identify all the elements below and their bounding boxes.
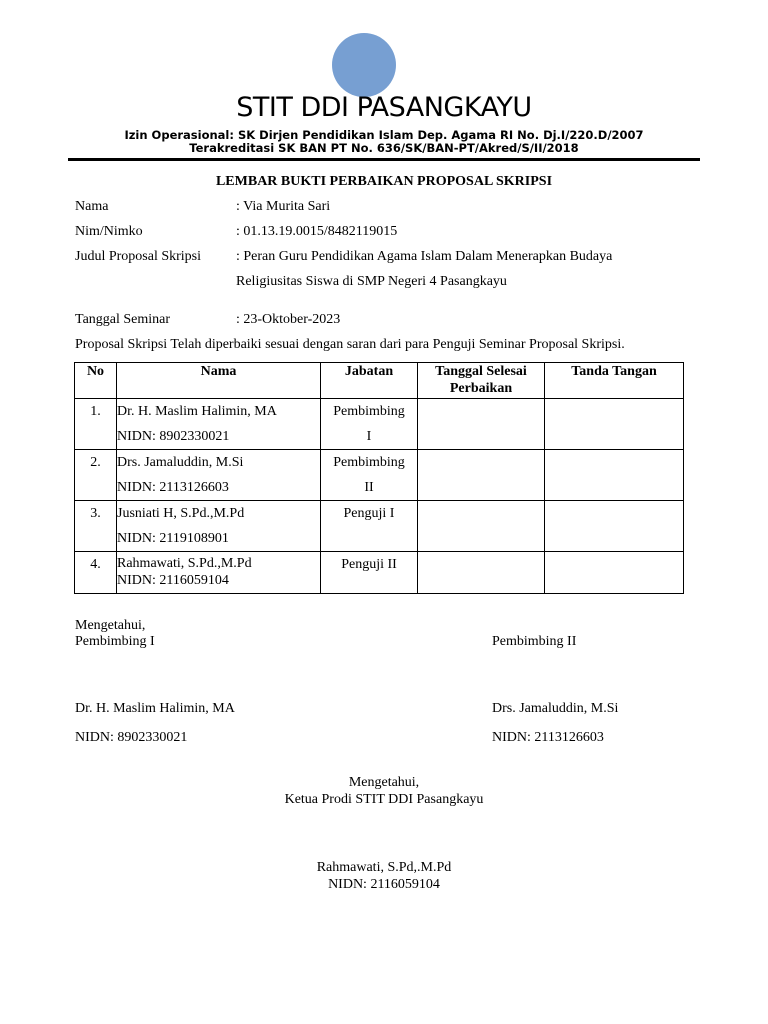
row-nidn: NIDN: 8902330021 xyxy=(117,429,230,444)
row-no: 2. xyxy=(75,450,117,501)
pembimbing1-nidn: NIDN: 8902330021 xyxy=(75,730,188,745)
row-name: Dr. H. Maslim Halimin, MA xyxy=(117,404,277,419)
pembimbing1-label: Pembimbing I xyxy=(75,634,155,649)
mengetahui-label: Mengetahui, xyxy=(75,618,146,633)
row-jabatan xyxy=(321,399,418,450)
tanggal-seminar-value: : 23-Oktober-2023 xyxy=(236,312,341,327)
header-nama: Nama xyxy=(117,363,321,399)
row-name: Rahmawati, S.Pd.,M.Pd xyxy=(117,556,252,571)
pembimbing2-name: Drs. Jamaluddin, M.Si xyxy=(492,701,619,716)
table-header-row xyxy=(75,363,684,399)
institution-license xyxy=(0,129,768,155)
header-jabatan: Jabatan xyxy=(321,363,418,399)
tanggal-seminar-label: Tanggal Seminar xyxy=(75,312,171,327)
row-tanda-tangan xyxy=(545,450,684,501)
pembimbing2-label: Pembimbing II xyxy=(492,634,577,649)
row-name-cell xyxy=(117,399,321,450)
table-row xyxy=(75,450,684,501)
nama-label: Nama xyxy=(75,199,109,214)
izin-line: Izin Operasional: SK Dirjen Pendidikan Islam Dep. Agama RI No. Dj.I/220.D/2007 xyxy=(124,128,644,142)
row-no: 3. xyxy=(75,501,117,552)
table-row xyxy=(75,501,684,552)
row-jabatan xyxy=(321,552,418,594)
judul-value-line1: : Peran Guru Pendidikan Agama Islam Dalam Menerapkan Budaya xyxy=(236,249,613,264)
header-tanggal xyxy=(418,363,545,399)
header-divider xyxy=(68,158,700,161)
row-nidn: NIDN: 2119108901 xyxy=(117,531,229,546)
row-tanda-tangan xyxy=(545,399,684,450)
row-jabatan xyxy=(321,501,418,552)
judul-label: Judul Proposal Skripsi xyxy=(75,249,202,264)
header-no: No xyxy=(75,363,117,399)
row-jabatan xyxy=(321,450,418,501)
statement-text: Proposal Skripsi Telah diperbaiki sesuai dengan saran dari para Penguji Seminar Proposal Skripsi. xyxy=(75,337,625,352)
table-row xyxy=(75,552,684,594)
mengetahui2-label: Mengetahui, xyxy=(348,775,420,790)
row-no: 1. xyxy=(75,399,117,450)
row-name-cell xyxy=(117,552,321,594)
nim-label: Nim/Nimko xyxy=(75,224,143,239)
institution-logo xyxy=(332,33,396,97)
institution-name: STIT DDI PASANGKAYU xyxy=(236,92,532,123)
row-tanggal-selesai xyxy=(418,552,545,594)
row-tanggal-selesai xyxy=(418,399,545,450)
row-jabatan-line2: II xyxy=(364,480,374,495)
header-tanggal-line1: Tanggal Selesai xyxy=(435,364,527,379)
row-jabatan-line1: Penguji I xyxy=(343,506,395,521)
row-tanda-tangan xyxy=(545,552,684,594)
revision-table xyxy=(74,362,684,594)
header-tanda-tangan: Tanda Tangan xyxy=(545,363,684,399)
pembimbing2-nidn: NIDN: 2113126603 xyxy=(492,730,604,745)
nim-value: : 01.13.19.0015/8482119015 xyxy=(236,224,398,239)
row-jabatan-line1: Pembimbing xyxy=(333,404,405,419)
row-name: Drs. Jamaluddin, M.Si xyxy=(117,455,244,470)
row-jabatan-line2: I xyxy=(366,429,372,444)
judul-value-line2: Religiusitas Siswa di SMP Negeri 4 Pasangkayu xyxy=(236,274,507,289)
akreditasi-line: Terakreditasi SK BAN PT No. 636/SK/BAN-PT/Akred/S/II/2018 xyxy=(189,141,579,155)
ketua-prodi-nidn: NIDN: 2116059104 xyxy=(328,877,440,892)
row-nidn: NIDN: 2113126603 xyxy=(117,480,229,495)
row-name: Jusniati H, S.Pd.,M.Pd xyxy=(117,506,245,521)
row-tanggal-selesai xyxy=(418,501,545,552)
table-row xyxy=(75,399,684,450)
document-title: LEMBAR BUKTI PERBAIKAN PROPOSAL SKRIPSI xyxy=(215,174,553,189)
row-tanggal-selesai xyxy=(418,450,545,501)
row-tanda-tangan xyxy=(545,501,684,552)
row-name-cell xyxy=(117,450,321,501)
header-tanggal-line2: Perbaikan xyxy=(449,381,513,396)
pembimbing1-name: Dr. H. Maslim Halimin, MA xyxy=(75,701,235,716)
ketua-prodi-name: Rahmawati, S.Pd,.M.Pd xyxy=(316,860,452,875)
row-jabatan-line1: Pembimbing xyxy=(333,455,405,470)
ketua-prodi-label: Ketua Prodi STIT DDI Pasangkayu xyxy=(284,792,484,807)
row-jabatan-line1: Penguji II xyxy=(341,557,397,572)
nama-value: : Via Murita Sari xyxy=(236,199,331,214)
row-no: 4. xyxy=(75,552,117,594)
row-name-cell xyxy=(117,501,321,552)
row-nidn: NIDN: 2116059104 xyxy=(117,573,229,588)
